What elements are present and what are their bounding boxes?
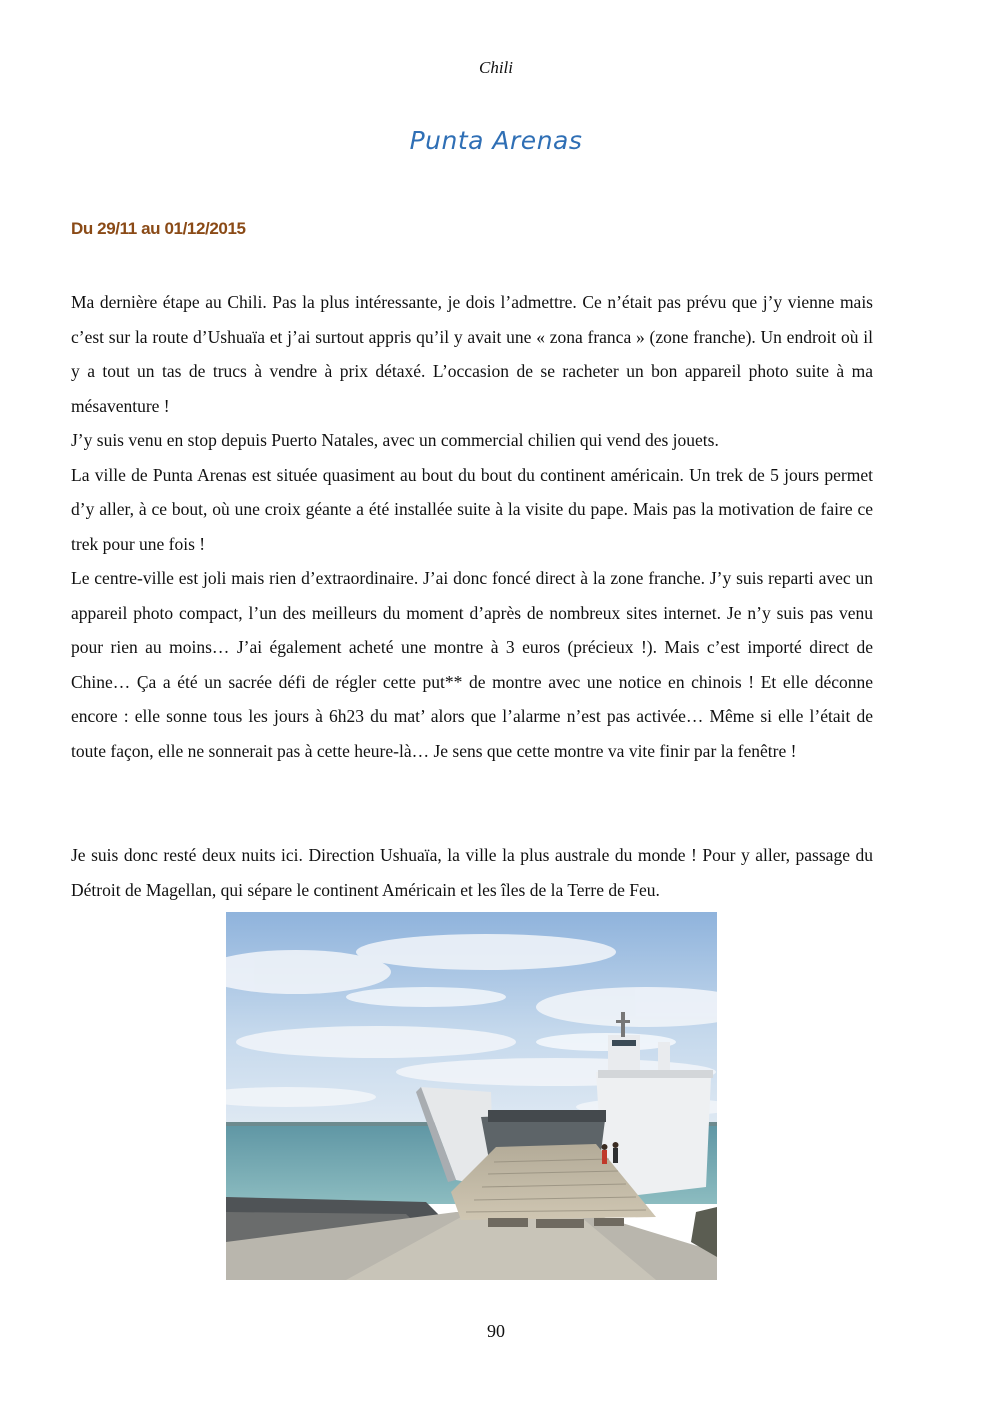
text-block-closing [71, 838, 873, 907]
paragraph: J’y suis venu en stop depuis Puerto Natales, avec un commercial chilien qui vend des jouets. [71, 430, 719, 450]
paragraph: Je suis donc resté deux nuits ici. Direction Ushuaïa, la ville la plus australe du monde ! Pour y aller, passage du Détroit de Magellan, qui sépare le continent Américain et les îles de la Terre de Feu. [71, 845, 873, 900]
ferry-photo [226, 912, 717, 1280]
paragraph: Le centre-ville est joli mais rien d’extraordinaire. J’ai donc foncé direct à la zone franche. J’y suis reparti avec un appareil photo compact, l’un des meilleurs du moment d’après de nombreux sites internet. Je n’y suis pas venu pour rien au moins… J’ai également acheté une montre à 3 euros (précieux !). Mais c’est importé direct de Chine… Ça a été un sacrée défi de régler cette put** de montre avec une notice en chinois ! Et elle déconne encore : elle sonne tous les jours à 6h23 du mat’ alors que l’alarme n’est pas activée… Même si elle l’était de toute façon, elle ne sonnerait pas à cette heure-là… Je sens que cette montre va vite finir par la fenêtre ! [71, 568, 873, 761]
page-number: 90 [487, 1321, 505, 1341]
running-header: Chili [478, 58, 513, 77]
paragraph: Ma dernière étape au Chili. Pas la plus intéressante, je dois l’admettre. Ce n’était pas prévu que j’y vienne mais c’est sur la route d’Ushuaïa et j’ai surtout appris qu’il y avait une « zona franca » (zone franche). Un endroit où il y a tout un tas de trucs à vendre à prix détaxé. L’occasion de se racheter un bon appareil photo suite à ma mésaventure ! [71, 292, 873, 416]
paragraph: La ville de Punta Arenas est située quasiment au bout du bout du continent américain. Un trek de 5 jours permet d’y aller, à ce bout, où une croix géante a été installée suite à la visite du pape. Mais pas la motivation de faire ce trek pour une fois ! [71, 464, 873, 554]
chapter-title: Punta Arenas [409, 126, 583, 155]
date-heading: Du 29/11 au 01/12/2015 [71, 219, 246, 238]
text-block-main [71, 285, 873, 768]
